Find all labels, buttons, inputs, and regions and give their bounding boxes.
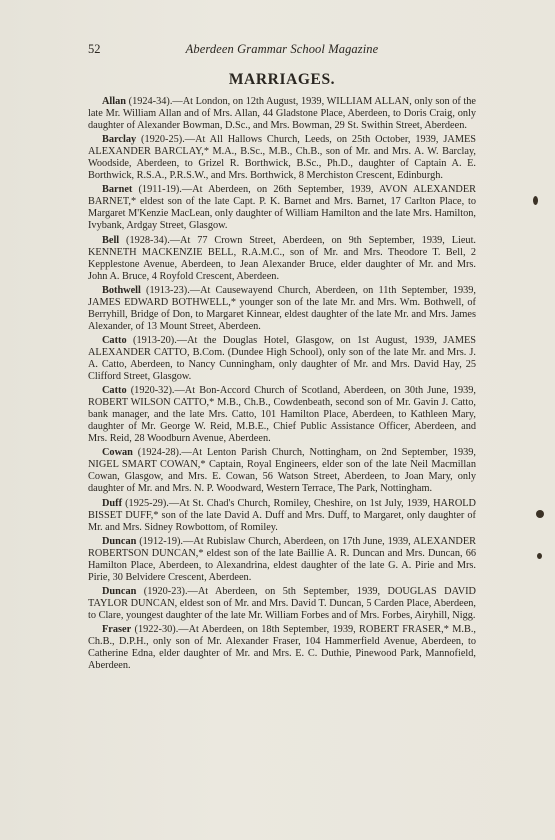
- marriage-entry: [88, 447, 476, 495]
- marriage-entry: [88, 134, 476, 182]
- page-number: 52: [88, 42, 101, 56]
- section-title: MARRIAGES.: [228, 71, 336, 88]
- marriage-entry: [88, 235, 476, 283]
- entry-surname: Fraser: [102, 623, 132, 635]
- entry-surname: Bothwell: [102, 284, 141, 296]
- marriage-entry: [88, 96, 476, 132]
- entry-text: (1912-19).—At Rubislaw Church, Aberdeen, on 17th June, 1939, ALEXANDER ROBERTSON DUNCAN,* eldest son of the late Baillie A. R. Duncan and Mrs. Duncan, 66 Hamilton Place, Aberdeen, to Alexandrina, eldest daughter of the late G. A. Pirie and Mrs. Pirie, 30 Belvidere Crescent, Aberdeen.: [88, 535, 476, 583]
- marriage-entry: [88, 498, 476, 534]
- entry-text: (1920-23).—At Aberdeen, on 5th September, 1939, DOUGLAS DAVID TAYLOR DUNCAN, eldest son of Mr. and Mrs. David T. Duncan, 5 Carden Place, Aberdeen, to Clare, youngest daughter of the late Mr. William Forbes and of Mrs. Forbes, Airyhill, Nigg.: [88, 585, 476, 621]
- entry-surname: Allan: [102, 96, 127, 107]
- entry-text: (1920-25).—At All Hallows Church, Leeds, on 25th October, 1939, JAMES ALEXANDER BARCLAY,* M.A., B.Sc., M.B., Ch.B., son of Mr. and Mrs. A. W. Barclay, Woodside, Aberdeen, to Grizel R. Borthwick, B.Sc., Ph.D., daughter of Captain A. E. Borthwick, R.S.A., P.R.S.W., and Mrs. Borthwick, 8 Merchiston Crescent, Edinburgh.: [88, 134, 476, 182]
- marriage-entry: [88, 385, 476, 445]
- entry-text: (1913-23).—At Causewayend Church, Aberdeen, on 11th September, 1939, JAMES EDWARD BOTHWELL,* younger son of the late Mr. and Mrs. Wm. Bothwell, of Berryhill, Bridge of Don, to Margaret Kinnear, eldest daughter of the late Mr. and Mrs. James Alexander, of 13 Mount Street, Aberdeen.: [88, 284, 476, 332]
- entry-surname: Catto: [102, 385, 127, 397]
- marriage-entry: [88, 536, 476, 584]
- entry-surname: Catto: [102, 334, 127, 346]
- ink-spot-mark: [533, 196, 538, 205]
- entry-surname: Cowan: [102, 447, 133, 459]
- entry-surname: Duff: [102, 497, 123, 509]
- marriage-entry: [88, 586, 476, 622]
- ink-spot-mark: [536, 510, 544, 518]
- entry-surname: Duncan: [102, 585, 137, 597]
- entry-text: (1925-29).—At St. Chad's Church, Romiley, Cheshire, on 1st July, 1939, HAROLD BISSET DUFF,* son of the late David A. Duff and Mrs. Duff, to Margaret, only daughter of Mr. and Mrs. Sidney Rowbottom, of Romiley.: [88, 497, 476, 533]
- marriage-entry: [88, 184, 476, 232]
- entry-surname: Barclay: [102, 134, 137, 146]
- marriage-entry: [88, 285, 476, 333]
- entry-surname: Duncan: [102, 535, 137, 547]
- entry-surname: Barnet: [102, 184, 133, 196]
- page-header: [88, 42, 476, 58]
- entry-text: (1913-20).—At the Douglas Hotel, Glasgow, on 1st August, 1939, JAMES ALEXANDER CATTO, B.Com. (Dundee High School), only son of the late Mr. and Mrs. J. A. Catto, Aberdeen, to Nancy Cunningham, only daughter of Mr. and Mrs. David Hay, 25 Clifford Street, Glasgow.: [88, 334, 476, 383]
- journal-title: Aberdeen Grammar School Magazine: [185, 42, 379, 56]
- entry-text: (1922-30).—At Aberdeen, on 18th September, 1939, ROBERT FRASER,* M.B., Ch.B., D.P.H., only son of Mr. Alexander Fraser, 104 Hammerfield Avenue, Aberdeen, to Catherine Edna, elder daughter of Mr. and Mrs. E. C. Duthie, Pinewood Park, Mannofield, Aberdeen.: [88, 623, 476, 672]
- entry-text: (1924-34).—At London, on 12th August, 1939, WILLIAM ALLAN, only son of the late Mr. William Allan and of Mrs. Allan, 44 Gladstone Place, Aberdeen, to Doris Craig, only daughter of Alexander Bowman, D.Sc., and Mrs. Bowman, 29 St. Swithin Street, Aberdeen.: [88, 96, 476, 132]
- marriage-entry: [88, 335, 476, 383]
- ink-spot-mark: [537, 553, 542, 559]
- entry-text: (1924-28).—At Lenton Parish Church, Nottingham, on 2nd September, 1939, NIGEL SMART COWAN,* Captain, Royal Engineers, elder son of the late Neil Macmillan Cowan, Glasgow, and Mrs. E. Cowan, 56 Watson Street, Aberdeen, to Joan Mary, only daughter of Mr. and Mrs. N. P. Woodward, Western Terrace, The Park, Nottingham.: [88, 447, 476, 495]
- entry-text: (1928-34).—At 77 Crown Street, Aberdeen, on 9th September, 1939, Lieut. KENNETH MACKENZIE BELL, R.A.M.C., son of Mr. and Mrs. Theodore T. Bell, 2 Kepplestone Avenue, Aberdeen, to Jean Alexander Bruce, elder daughter of Mr. and Mrs. John A. Bruce, 4 Royfold Crescent, Aberdeen.: [88, 234, 476, 282]
- entry-text: (1911-19).—At Aberdeen, on 26th September, 1939, AVON ALEXANDER BARNET,* eldest son of the late Capt. P. K. Barnet and Mrs. Barnet, 17 Carlton Place, to Margaret M'Kenzie MacLean, only daughter of William Hamilton and the late Mrs. Hamilton, Ivybank, Ardgay Street, Glasgow.: [88, 184, 476, 232]
- marriage-entry: [88, 624, 476, 672]
- entry-surname: Bell: [102, 234, 120, 246]
- entry-text: (1920-32).—At Bon-Accord Church of Scotland, Aberdeen, on 30th June, 1939, ROBERT WILSON CATTO,* M.B., Ch.B., Cowdenbeath, second son of Mr. Gavin J. Catto, bank manager, and the late Mrs. Catto, 101 Hamilton Place, Aberdeen, to Kathleen Mary, daughter of Mr. George W. Reid, M.B.E., Chief Public Assistance Officer, Aberdeen, and Mrs. Reid, 28 Woodburn Avenue, Aberdeen.: [88, 385, 476, 445]
- marriage-entries: [88, 96, 476, 674]
